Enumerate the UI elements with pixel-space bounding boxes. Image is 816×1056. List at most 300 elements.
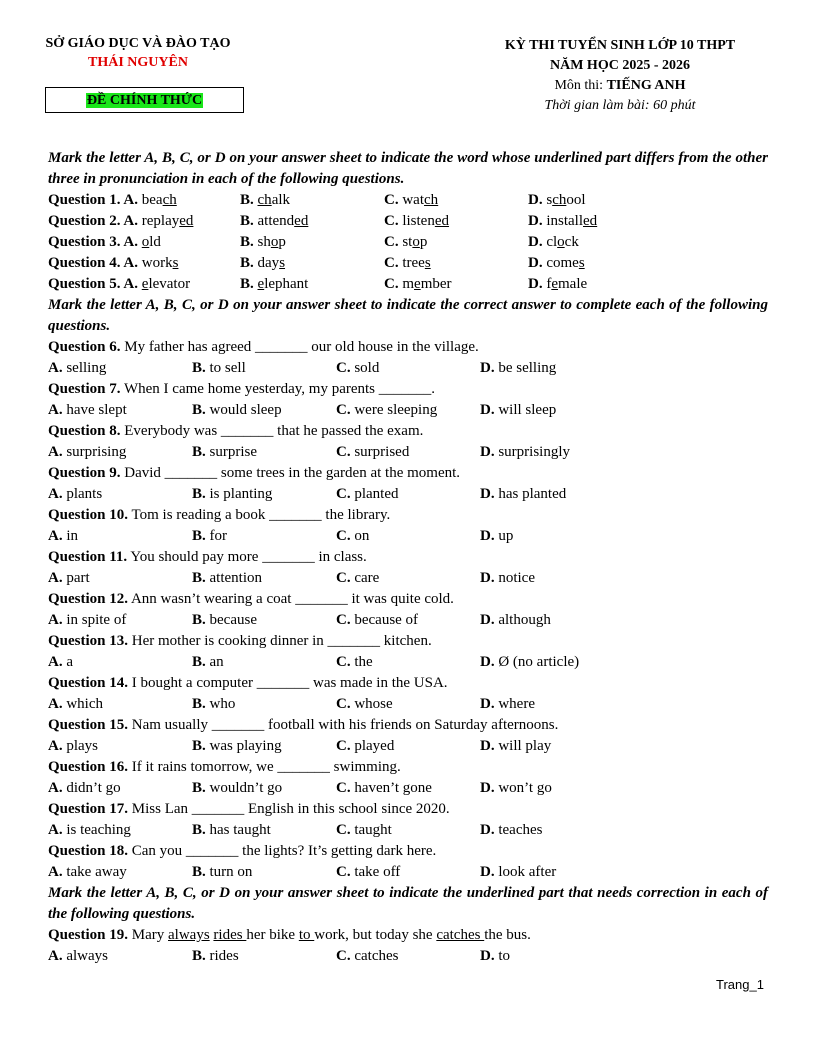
option-letter: C. (336, 864, 351, 880)
option-text: will play (498, 738, 552, 754)
option-letter: B. (240, 276, 254, 292)
option-c (384, 274, 452, 295)
header-left (28, 36, 248, 71)
option-text: won’t go (498, 780, 552, 796)
question-number: Question 11. (48, 549, 128, 565)
option-text: has taught (209, 822, 271, 838)
answer-option (480, 820, 542, 841)
word-part: alk (271, 192, 291, 208)
word-part: male (558, 276, 588, 292)
option-text: in (66, 528, 79, 544)
subject-line (440, 76, 800, 96)
underlined-part: ed (294, 213, 309, 229)
question-text: Tom is reading a book _______ the library. (128, 507, 391, 523)
question-number: Question 19. (48, 927, 129, 943)
answer-option (48, 820, 131, 841)
answer-option (336, 820, 392, 841)
answer-option (48, 694, 103, 715)
question-19-stem (48, 925, 768, 946)
underlined-part: e (414, 276, 421, 292)
option-text: surprised (354, 444, 410, 460)
option-text: didn’t go (66, 780, 121, 796)
answer-option (48, 484, 102, 505)
pronunciation-question-row (48, 232, 768, 253)
answer-option (192, 610, 257, 631)
answer-options-row (48, 526, 768, 547)
underlined-part: e (141, 276, 149, 292)
option-text: up (498, 528, 514, 544)
province-name: THÁI NGUYÊN (88, 55, 188, 70)
option-text: although (498, 612, 551, 628)
question-number: Question 8. (48, 423, 121, 439)
option-c (384, 232, 427, 253)
option-letter: B. (192, 570, 206, 586)
question-stem (48, 505, 768, 526)
option-text: have slept (66, 402, 127, 418)
option-letter: B. (192, 780, 206, 796)
answer-option (192, 820, 271, 841)
pronunciation-questions (48, 190, 768, 295)
option-letter: A. (48, 360, 63, 376)
answer-option (480, 862, 556, 883)
answer-option (192, 484, 272, 505)
underlined-part: o (557, 234, 565, 250)
answer-options-row (48, 442, 768, 463)
question-number: Question 16. (48, 759, 129, 775)
option-text: because of (354, 612, 419, 628)
question-text: I bought a computer _______ was made in the USA. (128, 675, 448, 691)
option-text: always (66, 948, 108, 964)
option-letter: A. (48, 948, 63, 964)
answer-option (480, 610, 551, 631)
question-number: Question 13. (48, 633, 129, 649)
option-text: plants (66, 486, 103, 502)
question-number: Question 15. (48, 717, 129, 733)
answer-option (48, 400, 127, 421)
option-text: part (66, 570, 90, 586)
answer-option (192, 442, 257, 463)
answer-option (336, 652, 373, 673)
option-text: catches (354, 948, 399, 964)
answer-option (336, 484, 399, 505)
option-letter: B. (240, 192, 254, 208)
answer-options-row (48, 568, 768, 589)
question-text: When I came home yesterday, my parents _______. (120, 381, 436, 397)
word-part: day (257, 255, 280, 271)
option-b (240, 232, 286, 253)
exam-title: KỲ THI TUYỂN SINH LỚP 10 THPT (504, 38, 736, 53)
option-a (48, 211, 193, 232)
question-stem (48, 379, 768, 400)
pronunciation-question-row (48, 253, 768, 274)
question-stem (48, 673, 768, 694)
answer-option (480, 400, 556, 421)
option-text: is teaching (66, 822, 131, 838)
answer-option (480, 568, 535, 589)
option-letter: A. (48, 780, 63, 796)
word-part: listen (402, 213, 435, 229)
question-text: Nam usually _______ football with his friends on Saturday afternoons. (128, 717, 559, 733)
option-text: would sleep (209, 402, 282, 418)
option-letter: D. (480, 654, 495, 670)
option-text: turn on (209, 864, 253, 880)
answer-option (480, 358, 556, 379)
option-text: surprising (66, 444, 127, 460)
option-letter: C. (384, 255, 399, 271)
option-letter: D. (480, 738, 495, 754)
option-a (48, 232, 161, 253)
question-stem (48, 841, 768, 862)
word-part: replay (141, 213, 180, 229)
option-letter: A. (48, 612, 63, 628)
option-letter: C. (336, 570, 351, 586)
option-text: selling (66, 360, 107, 376)
answer-option (336, 862, 400, 883)
underlined-part: s (578, 255, 585, 271)
word-part: wat (402, 192, 425, 208)
option-letter: B. (192, 402, 206, 418)
grammar-questions (48, 337, 768, 883)
option-letter: D. (480, 864, 495, 880)
q19-underlined-c: catches (436, 927, 485, 943)
option-text: to sell (209, 360, 246, 376)
option-text: played (354, 738, 395, 754)
q19-underlined-a: always (168, 927, 210, 943)
question-number: Question 10. (48, 507, 129, 523)
question-stem (48, 715, 768, 736)
question-text: Her mother is cooking dinner in _______ kitchen. (128, 633, 432, 649)
option-text: teaches (498, 822, 543, 838)
question-stem (48, 337, 768, 358)
underlined-part: o (270, 234, 279, 250)
answer-option (192, 358, 246, 379)
option-text: be selling (498, 360, 557, 376)
option-letter: D. (480, 486, 495, 502)
question-text: Miss Lan _______ English in this school since 2020. (128, 801, 450, 817)
option-letter: C. (336, 360, 351, 376)
option-d (528, 274, 587, 295)
underlined-part: s (279, 255, 286, 271)
q19-text: work, but today she (314, 927, 437, 943)
section1-instruction: Mark the letter A, B, C, or D on your answer sheet to indicate the word whose underlined part differs from the other three in pronunciation in each of the following questions. (48, 150, 768, 187)
question-text: You should pay more _______ in class. (127, 549, 367, 565)
option-text: a (66, 654, 74, 670)
option-letter: D. (480, 360, 495, 376)
option-a (48, 274, 190, 295)
option-letter: A. (48, 822, 63, 838)
option-text: on (354, 528, 370, 544)
option-text: look after (498, 864, 557, 880)
answer-option (192, 736, 282, 757)
word-part: levator (148, 276, 191, 292)
option-letter: D. (480, 696, 495, 712)
page-footer: Trang_1 (716, 977, 764, 992)
question-text: David _______ some trees in the garden at the moment. (120, 465, 461, 481)
question-text: Can you _______ the lights? It’s getting dark here. (128, 843, 437, 859)
option-letter: Question 3. A. (48, 234, 139, 250)
option-text: was playing (209, 738, 282, 754)
exam-content (48, 148, 768, 967)
option-letter: C. (336, 696, 351, 712)
answer-options-row (48, 736, 768, 757)
option-b (240, 253, 285, 274)
answer-option (336, 442, 409, 463)
option-letter: B. (240, 255, 254, 271)
option-text: planted (354, 486, 399, 502)
option-text: where (498, 696, 535, 712)
word-part: p (419, 234, 428, 250)
underlined-part: ch (424, 192, 439, 208)
option-letter: D. (528, 192, 543, 208)
answer-options-row (48, 946, 768, 967)
option-letter: C. (336, 486, 351, 502)
answer-option (48, 358, 106, 379)
option-letter: A. (48, 402, 63, 418)
option-letter: D. (480, 612, 495, 628)
option-letter: D. (480, 444, 495, 460)
option-letter: D. (528, 234, 543, 250)
option-letter: C. (336, 738, 351, 754)
option-letter: A. (48, 654, 63, 670)
option-letter: C. (384, 276, 399, 292)
word-part: cl (546, 234, 558, 250)
answer-option (192, 778, 282, 799)
option-letter: C. (336, 822, 351, 838)
question-text: If it rains tomorrow, we _______ swimming. (128, 759, 401, 775)
option-c (384, 253, 431, 274)
question-number: Question 7. (48, 381, 121, 397)
option-text: whose (354, 696, 393, 712)
question-stem (48, 463, 768, 484)
subject-name: TIẾNG ANH (606, 78, 686, 93)
word-part: ld (149, 234, 161, 250)
q19-text: Mary (128, 927, 169, 943)
option-text: an (209, 654, 224, 670)
option-text: the (354, 654, 373, 670)
section3-instruction: Mark the letter A, B, C, or D on your answer sheet to indicate the underlined part that needs correction in each of the following questions. (48, 885, 768, 922)
answer-option (192, 526, 227, 547)
option-text: take off (354, 864, 401, 880)
answer-option (480, 484, 566, 505)
header-right (440, 36, 800, 116)
q19-underlined-d: to (298, 927, 315, 943)
word-part: come (546, 255, 579, 271)
answer-option (480, 778, 552, 799)
option-letter: C. (336, 528, 351, 544)
answer-option (336, 946, 398, 967)
option-d (528, 253, 585, 274)
option-text: taught (354, 822, 392, 838)
option-letter: C. (336, 780, 351, 796)
answer-options-row (48, 862, 768, 883)
answer-option (480, 526, 513, 547)
underlined-part: o (412, 234, 420, 250)
answer-option (336, 736, 394, 757)
q19-underlined-b: rides (213, 927, 247, 943)
option-letter: B. (240, 234, 254, 250)
underlined-part: o (141, 234, 150, 250)
option-letter: C. (336, 654, 351, 670)
option-letter: Question 5. A. (48, 276, 139, 292)
option-letter: A. (48, 486, 63, 502)
underlined-part: e (551, 276, 559, 292)
option-text: attention (209, 570, 263, 586)
word-part: p (278, 234, 286, 250)
answer-option (480, 736, 551, 757)
option-text: were sleeping (354, 402, 438, 418)
option-letter: A. (48, 696, 63, 712)
option-letter: A. (48, 528, 63, 544)
word-part: sh (257, 234, 271, 250)
option-letter: C. (336, 444, 351, 460)
option-letter: A. (48, 444, 63, 460)
answer-option (192, 652, 224, 673)
answer-option (48, 652, 73, 673)
answer-option (48, 736, 98, 757)
option-letter: B. (192, 948, 206, 964)
option-b (240, 274, 308, 295)
pronunciation-question-row (48, 211, 768, 232)
answer-options-row (48, 358, 768, 379)
question-number: Question 12. (48, 591, 129, 607)
option-d (528, 211, 597, 232)
option-letter: C. (384, 192, 399, 208)
school-year: NĂM HỌC 2025 - 2026 (550, 58, 690, 73)
q19-text: her bike (246, 927, 299, 943)
option-letter: B. (192, 444, 206, 460)
underlined-part: s (424, 255, 431, 271)
question-text: My father has agreed _______ our old house in the village. (120, 339, 479, 355)
option-text: will sleep (498, 402, 557, 418)
word-part: m (402, 276, 415, 292)
answer-options-row (48, 484, 768, 505)
answer-options-row (48, 778, 768, 799)
question-19-options (48, 946, 768, 967)
option-text: notice (498, 570, 535, 586)
option-text: to (498, 948, 511, 964)
answer-option (336, 778, 432, 799)
option-letter: D. (480, 402, 495, 418)
option-text: which (66, 696, 104, 712)
option-text: in spite of (66, 612, 127, 628)
answer-option (48, 442, 126, 463)
option-b (240, 211, 308, 232)
option-text: haven’t gone (354, 780, 432, 796)
word-part: attend (257, 213, 295, 229)
answer-options-row (48, 820, 768, 841)
question-stem (48, 631, 768, 652)
word-part: ck (564, 234, 579, 250)
word-part: ool (566, 192, 586, 208)
question-number: Question 17. (48, 801, 129, 817)
underlined-part: ch (162, 192, 177, 208)
option-letter: D. (480, 822, 495, 838)
question-number: Question 18. (48, 843, 129, 859)
word-part: mber (420, 276, 452, 292)
question-stem (48, 547, 768, 568)
option-letter: C. (384, 234, 399, 250)
option-text: take away (66, 864, 127, 880)
underlined-part: ch (257, 192, 272, 208)
option-text: care (354, 570, 380, 586)
subject-prefix: Môn thi: (554, 78, 607, 93)
underlined-part: e (257, 276, 265, 292)
answer-option (336, 568, 379, 589)
option-letter: D. (528, 255, 543, 271)
option-letter: Question 1. A. (48, 192, 139, 208)
option-a (48, 253, 178, 274)
answer-option (480, 694, 535, 715)
underlined-part: ed (583, 213, 598, 229)
option-letter: Question 2. A. (48, 213, 139, 229)
option-text: has planted (498, 486, 567, 502)
pronunciation-question-row (48, 274, 768, 295)
word-part: install (546, 213, 584, 229)
question-stem (48, 589, 768, 610)
option-letter: B. (192, 696, 206, 712)
option-text: Ø (no article) (498, 654, 580, 670)
question-stem (48, 421, 768, 442)
underlined-part: ed (434, 213, 450, 229)
option-letter: B. (240, 213, 254, 229)
word-part: lephant (264, 276, 309, 292)
option-letter: D. (480, 570, 495, 586)
answer-option (480, 652, 579, 673)
option-letter: Question 4. A. (48, 255, 139, 271)
option-letter: B. (192, 822, 206, 838)
answer-option (192, 568, 262, 589)
answer-option (192, 694, 235, 715)
option-text: wouldn’t go (209, 780, 283, 796)
word-part: work (141, 255, 173, 271)
option-text: rides (209, 948, 239, 964)
option-letter: C. (336, 612, 351, 628)
official-exam-label: ĐỀ CHÍNH THỨC (86, 93, 203, 108)
option-d (528, 232, 579, 253)
question-number: Question 9. (48, 465, 121, 481)
word-part: bea (141, 192, 163, 208)
option-letter: B. (192, 612, 206, 628)
answer-option (48, 610, 126, 631)
question-stem (48, 757, 768, 778)
option-letter: B. (192, 528, 206, 544)
option-text: because (209, 612, 257, 628)
question-text: Ann wasn’t wearing a coat _______ it was quite cold. (128, 591, 454, 607)
answer-option (48, 946, 108, 967)
question-number: Question 14. (48, 675, 129, 691)
option-text: surprisingly (498, 444, 571, 460)
department-name: SỞ GIÁO DỤC VÀ ĐÀO TẠO (45, 36, 231, 51)
answer-option (336, 694, 393, 715)
word-part: s (546, 192, 553, 208)
option-letter: A. (48, 738, 63, 754)
answer-option (48, 568, 90, 589)
option-letter: D. (480, 780, 495, 796)
option-text: is planting (209, 486, 273, 502)
exam-duration: Thời gian làm bài: 60 phút (544, 98, 696, 113)
answer-option (48, 862, 127, 883)
option-letter: C. (336, 948, 351, 964)
q19-text: the bus. (484, 927, 531, 943)
option-letter: B. (192, 654, 206, 670)
option-letter: B. (192, 738, 206, 754)
underlined-part: s (172, 255, 179, 271)
answer-option (480, 442, 570, 463)
underlined-part: ch (552, 192, 567, 208)
option-letter: B. (192, 864, 206, 880)
option-text: for (209, 528, 228, 544)
option-letter: A. (48, 570, 63, 586)
